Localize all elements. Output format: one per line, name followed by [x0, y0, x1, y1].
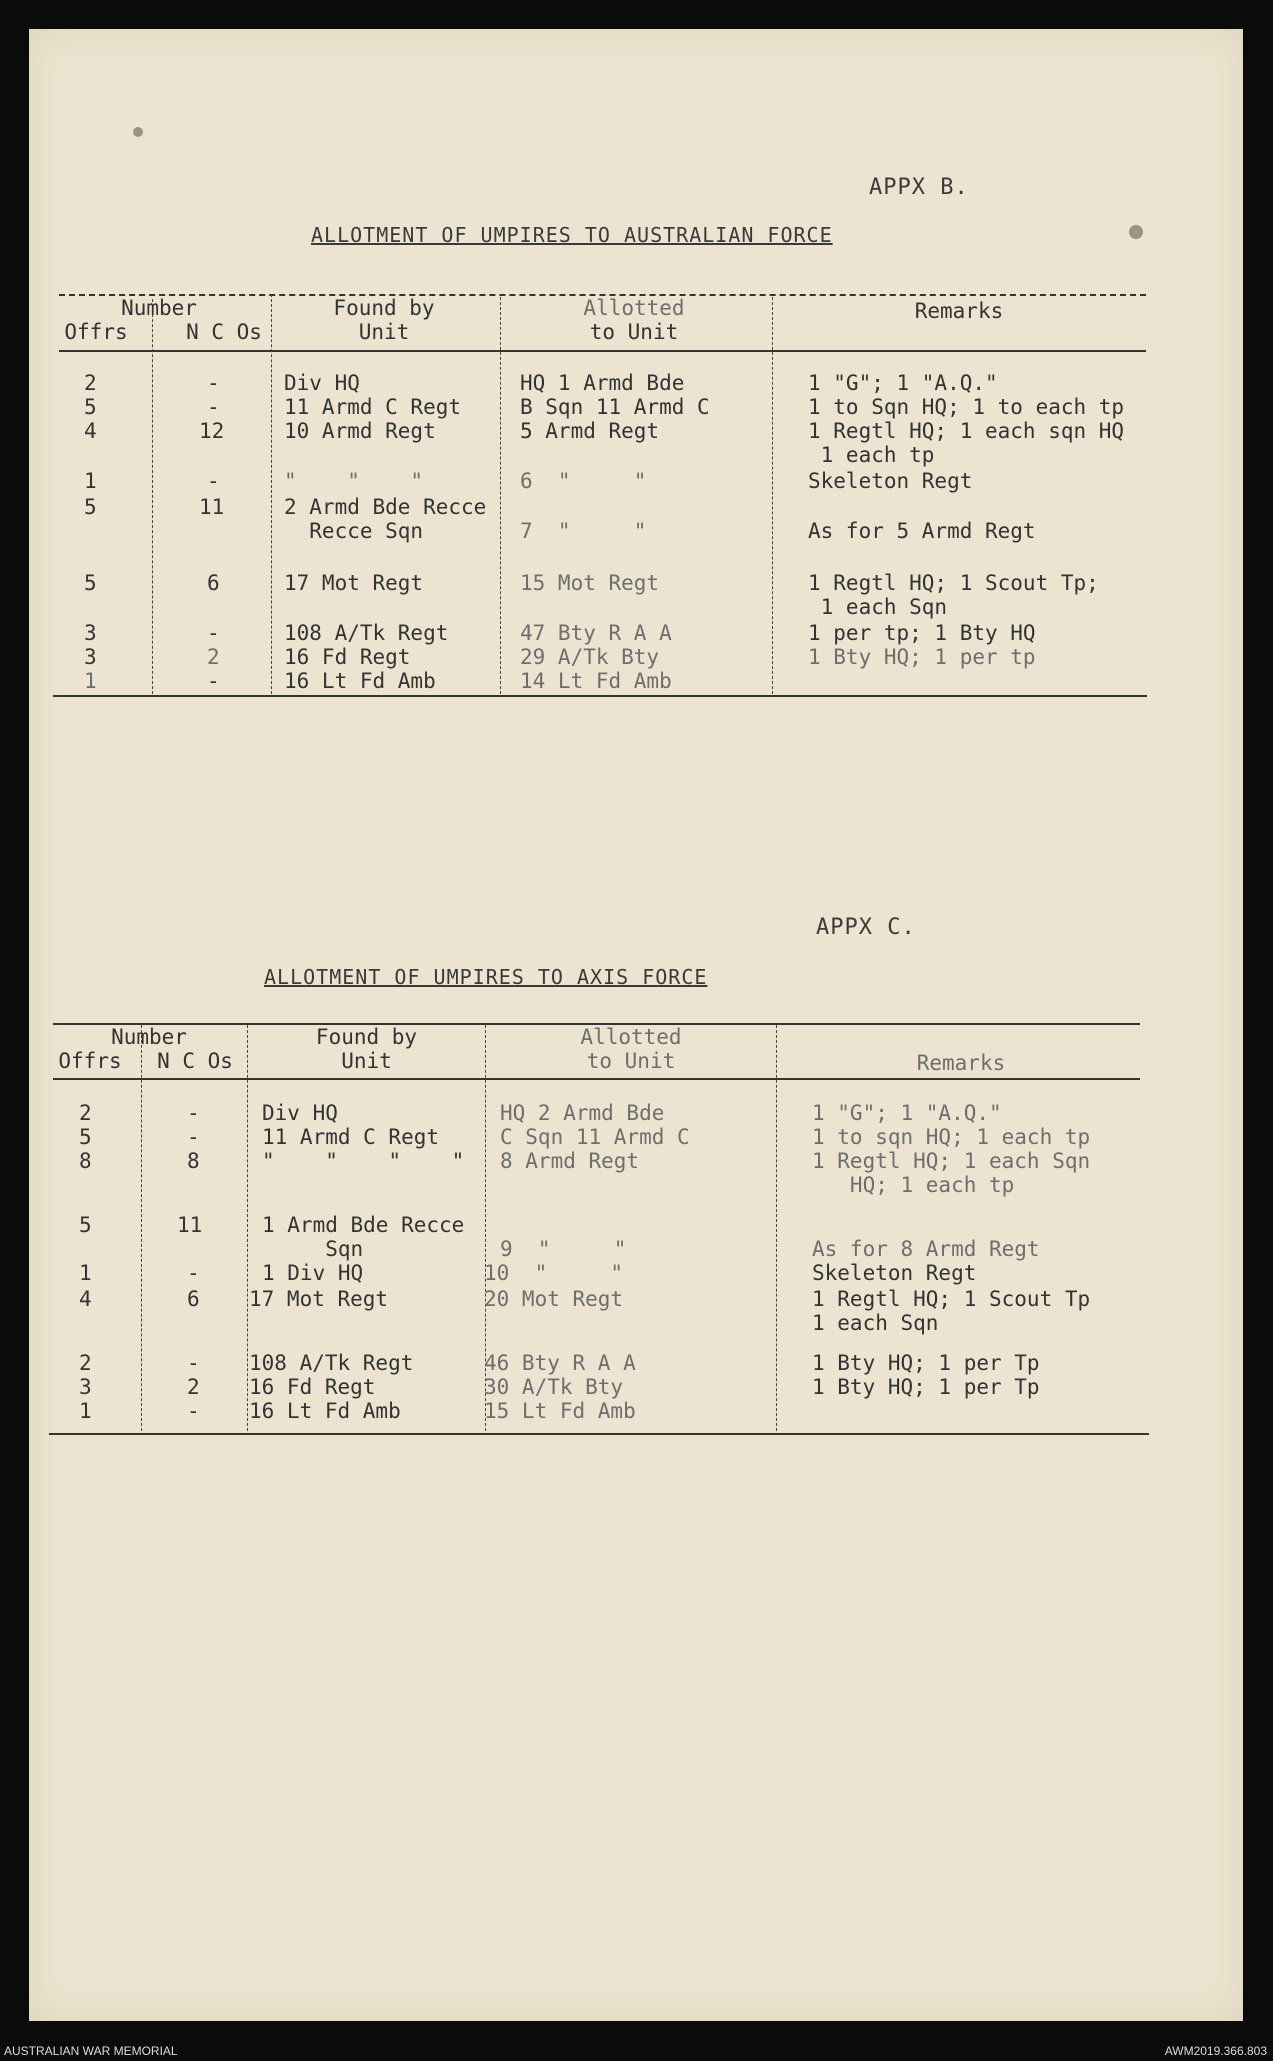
cell-allotted: 8 Armd Regt: [500, 1149, 640, 1173]
cell-offrs: 1: [79, 1261, 92, 1285]
cell-allotted: 46 Bty R A A: [484, 1351, 636, 1375]
cell-remarks: 1 to Sqn HQ; 1 to each tp: [808, 395, 1125, 419]
appendix-b-label: APPX B.: [869, 175, 969, 200]
cell-offrs: 1: [84, 469, 97, 493]
header-found-by-unit: Unit: [341, 1049, 392, 1073]
cell-remarks: 1 "G"; 1 "A.Q.": [812, 1101, 1002, 1125]
header-ncos: N C Os: [186, 320, 262, 344]
header-offrs: Offrs: [64, 320, 128, 344]
header-allotted: Allotted: [580, 1025, 682, 1049]
cell-allotted: HQ 2 Armd Bde: [500, 1101, 665, 1125]
appendix-c-label: APPX C.: [816, 915, 916, 940]
archive-reference: AWM2019.366.803: [1164, 2044, 1267, 2058]
cell-offrs: 1: [84, 669, 97, 693]
document-page: [29, 29, 1243, 2021]
column-divider: [776, 1025, 777, 1431]
cell-found-by: 2 Armd Bde Recce Recce Sqn: [284, 495, 487, 543]
archive-credit: AUSTRALIAN WAR MEMORIAL: [4, 2044, 178, 2058]
cell-remarks: 1 to sqn HQ; 1 each tp: [812, 1125, 1091, 1149]
cell-found-by: 11 Armd C Regt: [262, 1125, 440, 1149]
cell-allotted: B Sqn 11 Armd C: [520, 395, 710, 419]
cell-found-by: 1 Div HQ: [262, 1261, 364, 1285]
cell-ncos: -: [187, 1351, 200, 1375]
column-divider: [141, 1025, 142, 1431]
cell-allotted: 6 " ": [520, 469, 647, 493]
cell-found-by: " " " ": [262, 1149, 465, 1173]
cell-offrs: 5: [79, 1125, 92, 1149]
cell-found-by: 108 A/Tk Regt: [284, 621, 449, 645]
table-bottom-rule: [53, 695, 1147, 697]
appendix-c-title: ALLOTMENT OF UMPIRES TO AXIS FORCE: [264, 965, 708, 989]
cell-ncos: -: [187, 1399, 200, 1423]
cell-found-by: 1 Armd Bde Recce Sqn: [262, 1213, 465, 1261]
cell-remarks: 1 "G"; 1 "A.Q.": [808, 371, 998, 395]
cell-offrs: 5: [84, 395, 97, 419]
cell-ncos: -: [187, 1261, 200, 1285]
cell-remarks: As for 8 Armd Regt: [812, 1237, 1040, 1261]
header-rule: [53, 1078, 1140, 1080]
cell-allotted: HQ 1 Armd Bde: [520, 371, 685, 395]
torn-corner: [1129, 225, 1143, 239]
header-number: Number: [111, 1025, 187, 1049]
header-found-by-unit: Unit: [358, 320, 410, 344]
header-remarks: Remarks: [916, 1051, 1006, 1075]
cell-found-by: 16 Fd Regt: [284, 645, 411, 669]
cell-remarks: 1 Bty HQ; 1 per Tp: [812, 1351, 1040, 1375]
cell-remarks: 1 Regtl HQ; 1 each sqn HQ 1 each tp: [808, 419, 1125, 467]
header-allotted-to-unit: to Unit: [586, 1049, 676, 1073]
column-divider: [500, 297, 501, 694]
cell-found-by: 16 Fd Regt: [249, 1375, 376, 1399]
appendix-b-title: ALLOTMENT OF UMPIRES TO AUSTRALIAN FORCE: [311, 223, 833, 247]
cell-offrs: 5: [84, 571, 97, 595]
cell-ncos: 2: [207, 645, 220, 669]
cell-ncos: 11: [177, 1213, 203, 1237]
cell-allotted: 7 " ": [520, 519, 647, 543]
cell-found-by: 16 Lt Fd Amb: [249, 1399, 401, 1423]
cell-allotted: 29 A/Tk Bty: [520, 645, 660, 669]
cell-remarks: As for 5 Armd Regt: [808, 519, 1036, 543]
cell-offrs: 2: [79, 1351, 92, 1375]
header-allotted: Allotted: [583, 296, 685, 320]
cell-offrs: 4: [84, 419, 97, 443]
cell-offrs: 5: [84, 495, 97, 519]
cell-allotted: 15 Mot Regt: [520, 571, 660, 595]
cell-ncos: -: [207, 371, 220, 395]
cell-ncos: -: [207, 669, 220, 693]
cell-offrs: 2: [79, 1101, 92, 1125]
cell-allotted: C Sqn 11 Armd C: [500, 1125, 690, 1149]
cell-offrs: 3: [79, 1375, 92, 1399]
header-rule: [59, 350, 1146, 352]
cell-allotted: 9 " ": [500, 1237, 627, 1261]
column-divider: [152, 299, 153, 694]
cell-ncos: -: [207, 469, 220, 493]
cell-remarks: 1 Regtl HQ; 1 each Sqn HQ; 1 each tp: [812, 1149, 1091, 1197]
cell-remarks: 1 Bty HQ; 1 per Tp: [812, 1375, 1040, 1399]
cell-ncos: -: [187, 1101, 200, 1125]
cell-remarks: 1 Regtl HQ; 1 Scout Tp; 1 each Sqn: [808, 571, 1099, 619]
cell-ncos: 6: [187, 1287, 200, 1311]
header-found-by: Found by: [315, 1025, 418, 1049]
header-ncos: N C Os: [157, 1049, 233, 1073]
cell-offrs: 2: [84, 371, 97, 395]
cell-ncos: -: [207, 395, 220, 419]
cell-remarks: Skeleton Regt: [808, 469, 973, 493]
cell-offrs: 3: [84, 621, 97, 645]
cell-offrs: 1: [79, 1399, 92, 1423]
column-divider: [271, 294, 272, 694]
cell-ncos: 8: [187, 1149, 200, 1173]
header-found-by: Found by: [333, 296, 435, 320]
cell-allotted: 20 Mot Regt: [484, 1287, 624, 1311]
cell-found-by: Div HQ: [284, 371, 360, 395]
cell-found-by: 108 A/Tk Regt: [249, 1351, 414, 1375]
cell-ncos: 2: [187, 1375, 200, 1399]
cell-found-by: 17 Mot Regt: [249, 1287, 389, 1311]
header-number: Number: [121, 296, 197, 320]
table-bottom-rule: [49, 1433, 1149, 1435]
cell-allotted: 5 Armd Regt: [520, 419, 660, 443]
cell-found-by: 11 Armd C Regt: [284, 395, 462, 419]
pin-hole: [133, 127, 143, 137]
cell-found-by: 10 Armd Regt: [284, 419, 436, 443]
column-divider: [772, 297, 773, 694]
cell-found-by: " " ": [284, 469, 424, 493]
cell-ncos: 6: [207, 571, 220, 595]
cell-ncos: -: [187, 1125, 200, 1149]
cell-ncos: 11: [199, 495, 225, 519]
header-remarks: Remarks: [914, 299, 1004, 323]
header-allotted-to-unit: to Unit: [589, 320, 679, 344]
cell-offrs: 8: [79, 1149, 92, 1173]
cell-found-by: 17 Mot Regt: [284, 571, 424, 595]
cell-offrs: 4: [79, 1287, 92, 1311]
cell-remarks: 1 Regtl HQ; 1 Scout Tp 1 each Sqn: [812, 1287, 1091, 1335]
cell-ncos: 12: [199, 419, 225, 443]
cell-allotted: 14 Lt Fd Amb: [520, 669, 672, 693]
column-divider: [247, 1025, 248, 1431]
header-offrs: Offrs: [58, 1049, 122, 1073]
cell-found-by: 16 Lt Fd Amb: [284, 669, 436, 693]
cell-offrs: 3: [84, 645, 97, 669]
cell-offrs: 5: [79, 1213, 92, 1237]
cell-allotted: 15 Lt Fd Amb: [484, 1399, 636, 1423]
cell-ncos: -: [207, 621, 220, 645]
cell-allotted: 10 " ": [484, 1261, 624, 1285]
cell-found-by: Div HQ: [262, 1101, 338, 1125]
cell-remarks: 1 Bty HQ; 1 per tp: [808, 645, 1036, 669]
cell-remarks: 1 per tp; 1 Bty HQ: [808, 621, 1036, 645]
cell-allotted: 30 A/Tk Bty: [484, 1375, 624, 1399]
cell-remarks: Skeleton Regt: [812, 1261, 977, 1285]
cell-allotted: 47 Bty R A A: [520, 621, 672, 645]
